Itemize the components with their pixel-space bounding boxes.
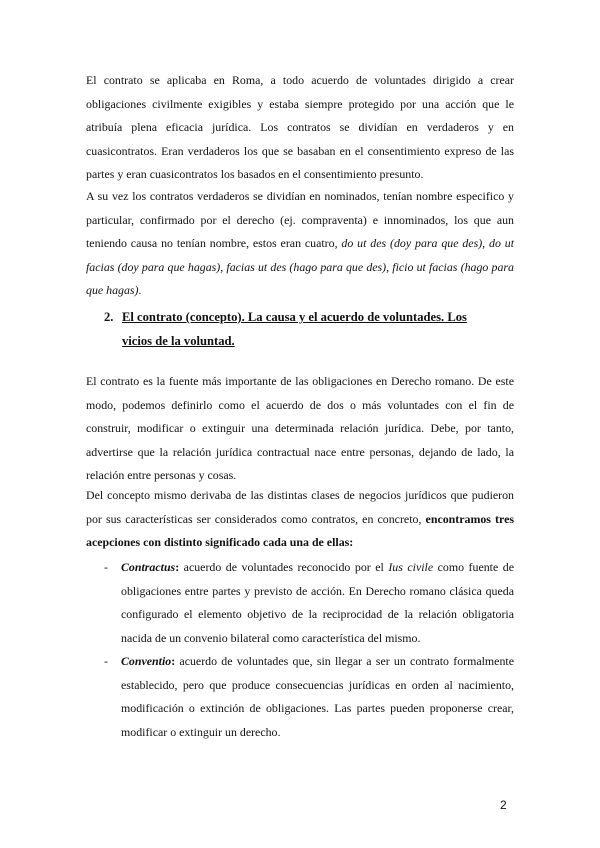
paragraph-contract-types-text: A su vez los contratos verdaderos se dividían en nominados, tenían nombre especifico y particular, confirmado por el derecho (ej. compraventa) e innominados, los que aun teniendo causa no tenían nombre, estos eran cuatro, [86,189,514,250]
paragraph-contract-definition: El contrato es la fuente más importante de las obligaciones en Derecho romano. De este modo, podemos definirlo como el acuerdo de dos o más voluntades con el fin de construir, modificar o extinguir una determinada relación jurídica. Debe, por tanto, advertirse que la relación jurídica contractual nace entre personas, dejando de lado, la relación entre personas y cosas. [86,374,514,482]
list-item [86,650,514,744]
paragraph-contract-types-italic: do ut des (doy para que des), do ut facias (doy para que hagas), facias ut des (hago para que des), ficio ut facias (hago para que hagas) [86,236,514,297]
list-italic-text: Ius civile [388,560,434,574]
list-term-colon: : [175,560,180,574]
list-term: Contractus [121,560,176,574]
definitions-list [86,556,514,744]
paragraph-contract-types-end: . [138,283,142,297]
list-term: Conventio [121,654,172,668]
paragraph-contract-meanings-bold: encontramos tres acepciones con distinto significado cada una de ellas: [86,511,514,549]
paragraph-contract-types [86,185,514,303]
list-dash: - [104,654,108,668]
section-title-line1: El contrato (concepto). La causa y el acuerdo de voluntades. Los [122,310,467,324]
list-text: acuerdo de voluntades reconocido por el [179,560,389,574]
paragraph-contract-meanings [86,484,514,555]
section-heading [104,306,504,353]
paragraph-contract-meanings-text: Del concepto mismo derivaba de las distintas clases de negocios jurídicos que pudieron por sus características ser considerados como contratos, en concreto, [86,488,514,526]
list-item [86,556,514,650]
paragraph-contract-intro: El contrato se aplicaba en Roma, a todo acuerdo de voluntades dirigido a crear obligaciones civilmente exigibles y estaba siempre protegido por una acción que le atribuía plena eficacia jurídica. Los contratos se dividían en verdaderos y en cuasicontratos. Eran verdaderos los que se basaban en el consentimiento expreso de las partes y eran cuasicontratos los basados en el consentimiento presunto. [86,73,514,181]
section-title-line2: vicios de la voluntad. [122,333,235,348]
list-text-continued: como fuente de obligaciones entre partes y previsto de acción. En Derecho romano clásica queda configurado el elemento objetivo de la reciprocidad de la relación obligatoria nacida de un convenio bilateral como característica del mismo. [121,560,514,645]
list-dash: - [104,560,108,574]
page-number: 2 [500,798,507,812]
list-term-colon: : [171,654,176,668]
list-text: acuerdo de voluntades que, sin llegar a ser un contrato formalmente establecido, pero que produce consecuencias jurídicas en orden al nacimiento, modificación o extinción de obligaciones. Las partes pueden proponerse crear, modificar o extinguir un derecho. [121,654,514,739]
section-number: 2. [104,310,114,324]
